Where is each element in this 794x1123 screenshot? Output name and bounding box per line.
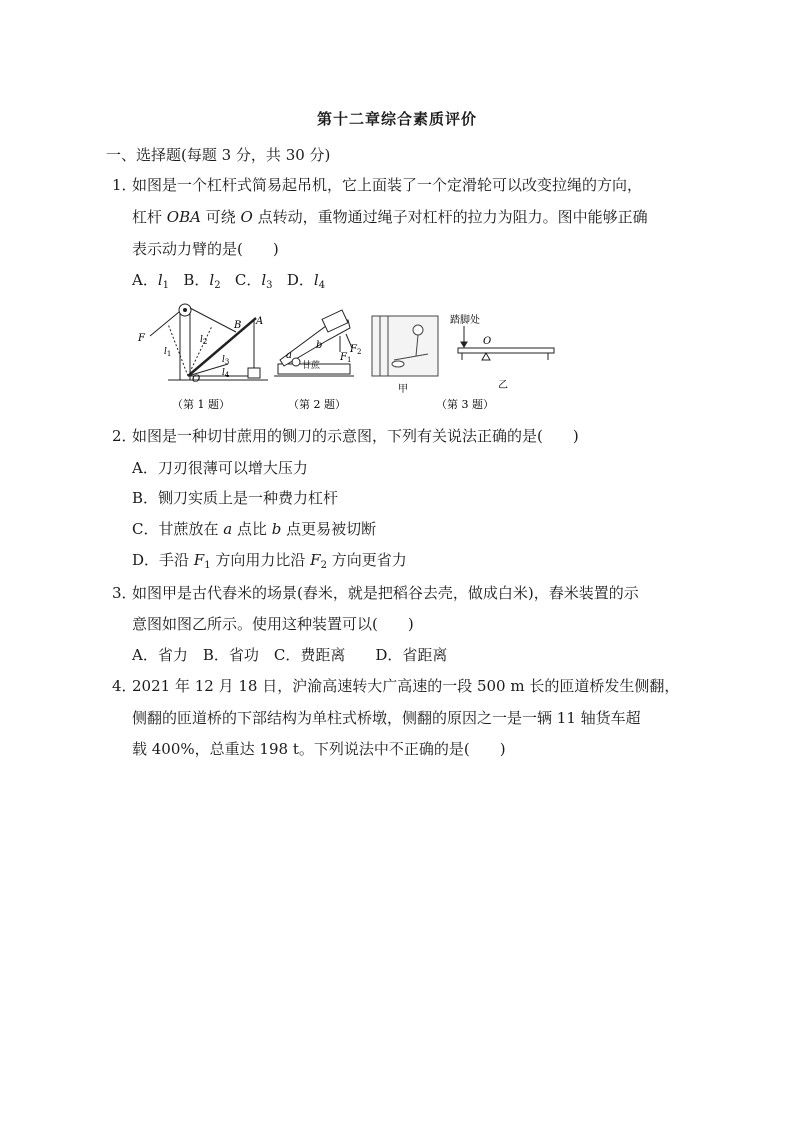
fig2-label-f2-subscript: 2 (356, 348, 362, 356)
q2-number: 2． (112, 427, 137, 445)
q1-options: A．$l_1$ B．$l_2$ C．$l_3$ D．$l_4$ (132, 271, 326, 291)
fig1-label-l3: $l_3$ (222, 355, 230, 366)
fig1-caption: （第 1 题） (172, 398, 230, 411)
fig1-label-l2: $l_2$ (200, 335, 208, 346)
q2-option-c: C．甘蔗放在 a 点比 b 点更易被切断 (132, 520, 377, 538)
fig1-label-l4-subscript: 4 (224, 371, 230, 379)
q2-stem: 如图是一种切甘蔗用的铡刀的示意图，下列有关说法正确的是( ) (132, 427, 579, 445)
q2-option-a: A．刀刃很薄可以增大压力 (132, 459, 308, 477)
q1-line3: 表示动力臂的是( ) (132, 240, 279, 258)
q2-option-d: D．手沿 $F_1$ 方向用力比沿 $F_2$ 方向更省力 (132, 551, 407, 571)
fig1-label-o: O (192, 374, 201, 385)
figures-row (128, 296, 568, 418)
fig3-label-foot: 踏脚处 (450, 315, 480, 326)
fig2-label-cane: 甘蔗 (302, 361, 321, 371)
figure-3-yi-lever (458, 326, 554, 360)
fig1-label-f: F (138, 333, 145, 344)
fig2-label-f2: $F_2$ (350, 344, 362, 356)
q1-line2: 杠杆 OBA 可绕 O 点转动，重物通过绳子对杠杆的拉力为阻力。图中能够正确 (132, 208, 648, 226)
fig1-label-l1: $l_1$ (164, 347, 172, 358)
figure-3-jia-scene (372, 316, 438, 376)
fig2-caption: （第 2 题） (288, 398, 346, 411)
fig2-label-f1-subscript: 1 (346, 356, 352, 364)
q1-number: 1． (112, 176, 137, 194)
q4-line2: 侧翻的匝道桥的下部结构为单柱式桥墩，侧翻的原因之一是一辆 11 轴货车超 (132, 709, 641, 727)
section-header: 一、选择题(每题 3 分，共 30 分) (106, 146, 331, 164)
fig1-label-l1-subscript: 1 (166, 350, 172, 358)
fig1-label-l3-subscript: 3 (224, 358, 230, 366)
q1-line1: 如图是一个杠杆式简易起吊机，它上面装了一个定滑轮可以改变拉绳的方向， (132, 176, 643, 194)
q3-line2: 意图如图乙所示。使用这种装置可以( ) (132, 615, 414, 633)
fig3-label-jia: 甲 (398, 384, 408, 395)
q2-option-b: B．铡刀实质上是一种费力杠杆 (132, 489, 339, 507)
q4-number: 4． (112, 677, 137, 695)
page-title: 第十二章综合素质评价 (316, 110, 477, 128)
q3-line1: 如图甲是古代舂米的场景(舂米，就是把稻谷去壳，做成白米)，舂米装置的示 (132, 584, 639, 602)
q4-line1: 2021 年 12 月 18 日，沪渝高速转大广高速的一段 500 m 长的匝道桥发生侧翻， (132, 677, 680, 695)
fig1-label-a: A (256, 316, 264, 327)
q3-options: A．省力 B．省功 C．费距离 D．省距离 (132, 646, 448, 664)
fig3-label-yi: 乙 (498, 380, 508, 391)
fig1-label-l4: $l_4$ (222, 368, 230, 379)
fig2-label-f1: $F_1$ (340, 352, 352, 364)
fig2-label-b: b (316, 340, 323, 351)
fig3-label-o: O (483, 336, 492, 347)
q4-line3: 载 400%，总重达 198 t。下列说法中不正确的是( ) (132, 740, 506, 758)
q3-number: 3． (112, 584, 137, 602)
fig3-caption: （第 3 题） (436, 398, 494, 411)
fig1-label-l2-subscript: 2 (202, 338, 208, 346)
fig1-label-b: B (234, 320, 242, 331)
figure-1-crane (150, 304, 268, 380)
fig2-label-a: a (286, 350, 292, 361)
